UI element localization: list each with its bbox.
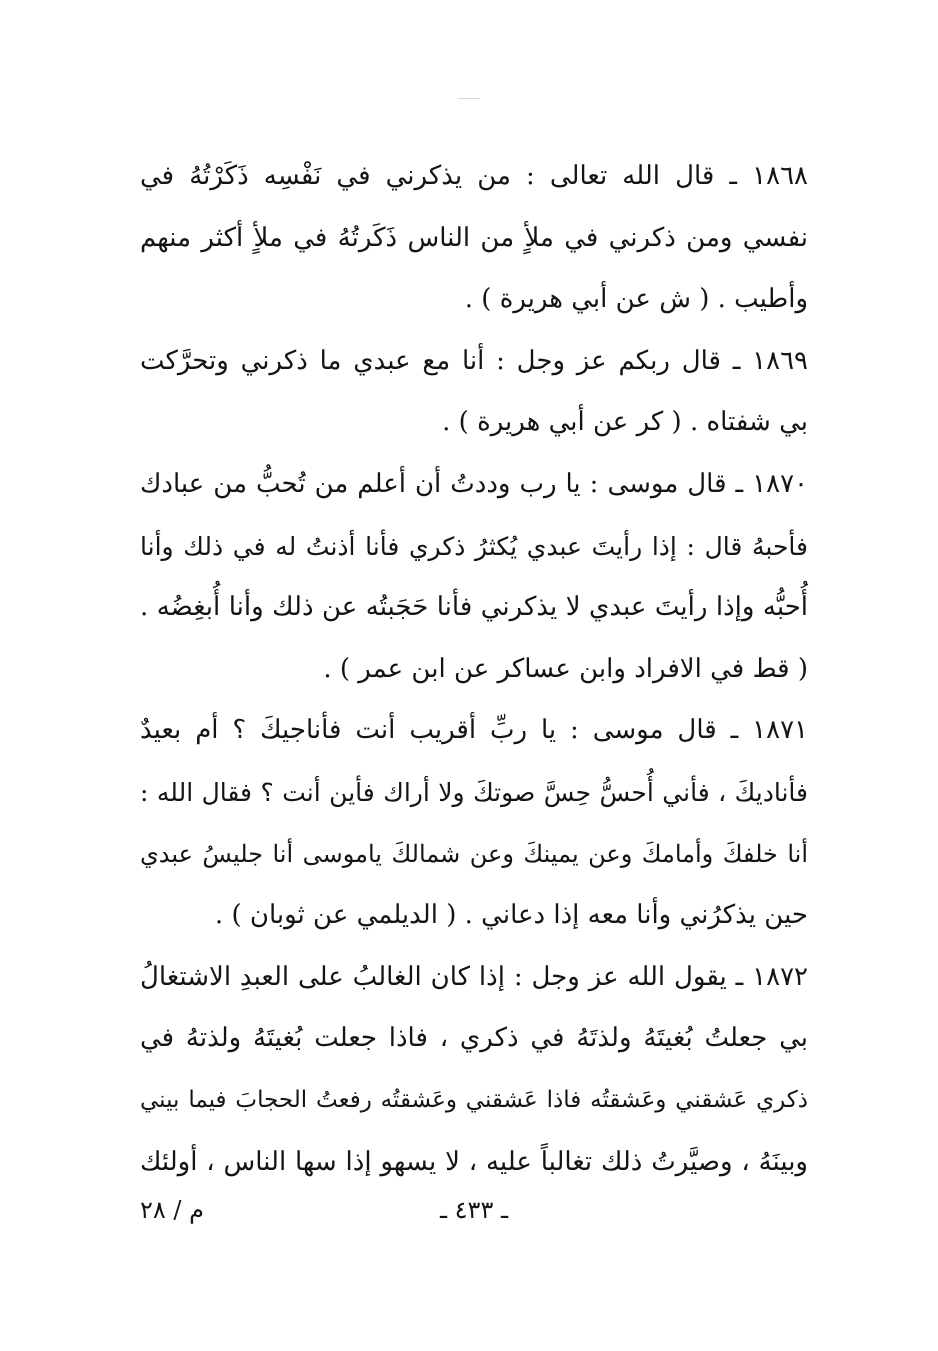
paragraph-1868 [140,146,808,331]
text-line: بي شفتاه . ( كر عن أبي هريرة ) . [442,407,808,438]
paragraph-1871 [140,700,808,946]
text-line: ١٨٦٩ ـ قال ربكم عز وجل : أنا مع عبدي ما ذكرني وتحرَّكت [140,345,808,376]
text-line: أُحبُّه وإذا رأيتَ عبدي لا يذكرني فأنا حَجَبتُه عن ذلك وأنا أُبغِضُه . [140,592,808,623]
signature-mark: م / ٢٨ [140,1196,204,1224]
text-line: وبينَهُ ، وصيَّرتُ ذلك تغالباً عليه ، لا يسهو إذا سها الناس ، أولئك [140,1146,808,1177]
text-line: ١٨٧١ ـ قال موسى : يا ربِّ أقريب أنت فأناجيكَ ؟ أم بعيدٌ [140,715,808,746]
page-body [140,146,808,1193]
text-line: ( قط في الافراد وابن عساكر عن ابن عمر ) . [323,653,808,684]
text-line: فأناديكَ ، فأني أُحسُّ حِسَّ صوتكَ ولا أراك فأين أنت ؟ فقال الله : [140,777,808,807]
text-line: ١٨٦٨ ـ قال الله تعالى : من يذكرني في نَفْسِه ذَكَرْتُهُ في [140,161,808,191]
scan-speck [458,98,480,99]
text-line: ١٨٧٠ ـ قال موسى : يا رب وددتُ أن أعلم من تُحبُّ من عبادك [140,468,808,499]
text-line: نفسي ومن ذكرني في ملأٍ من الناس ذَكَرتُهُ في ملأٍ أكثر منهم [140,222,808,253]
text-line: فأحبهُ قال : إذا رأيتَ عبدي يُكثرُ ذكري فأنا أذنتُ له في ذلك وأنا [140,531,808,561]
text-line: ذكري عَشقني وعَشقتُه فاذا عَشقني وعَشقتُه رفعتُ الحجابَ فيما بيني [140,1086,808,1113]
page-footer [140,1196,808,1236]
text-line: بي جعلتُ بُغيتَهُ ولذتَهُ في ذكري ، فاذا جعلت بُغيتَهُ ولذتهُ في [140,1023,808,1054]
text-line: حين يذكرُني وأنا معه إذا دعاني . ( الديلمي عن ثوبان ) . [214,900,808,931]
paragraph-1872 [140,947,808,1193]
text-line: وأطيب . ( ش عن أبي هريرة ) . [464,284,808,315]
text-line: أنا خلفكَ وأمامكَ وعن يمينكَ وعن شمالكَ ياموسى أنا جليسُ عبدي [140,839,808,868]
paragraph-1870 [140,454,808,700]
paragraph-1869 [140,331,808,454]
text-line: ١٨٧٢ ـ يقول الله عز وجل : إذا كان الغالبُ على العبدِ الاشتغالُ [140,961,808,992]
page-number: ـ ٤٣٣ ـ [439,1196,508,1224]
